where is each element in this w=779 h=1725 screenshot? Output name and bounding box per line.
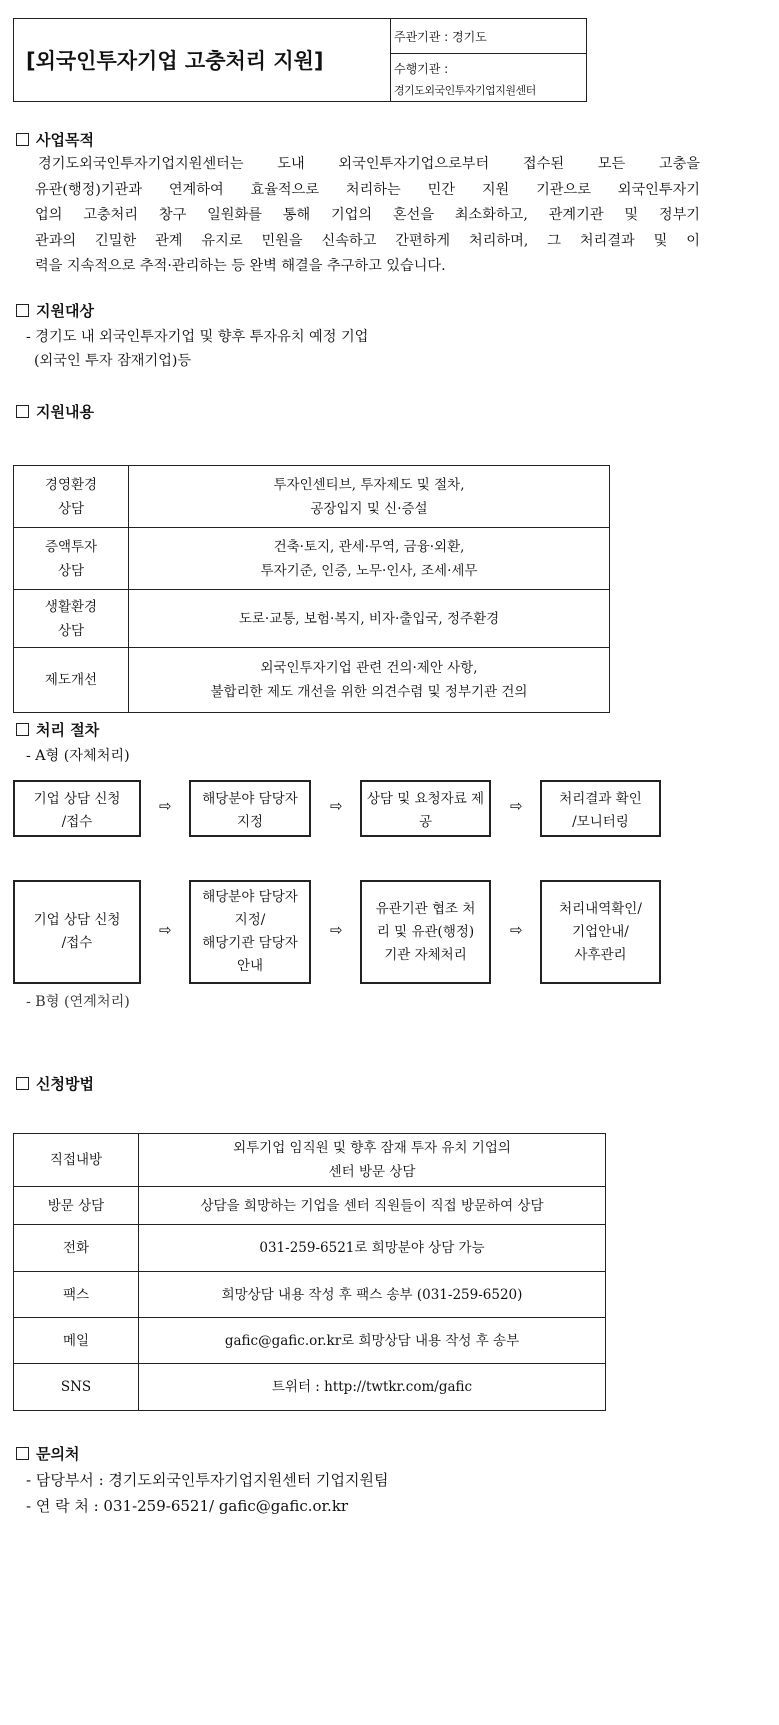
table-cell-desc: 희망상담 내용 작성 후 팩스 송부 (031-259-6520) xyxy=(139,1272,606,1318)
flow-b-step-2: 해당분야 담당자 지정/ 해당기관 담당자 안내 xyxy=(189,880,311,984)
procedure-heading-text: 처리 절차 xyxy=(36,721,100,739)
table-cell-desc: 건축·토지, 관세·무역, 금융·외환, 투자기준, 인증, 노무·인사, 조세·세무 xyxy=(129,528,610,590)
purpose-line: 유관(행정)기관과 연계하여 효율적으로 처리하는 민간 지원 기관으로 외국인투자기 xyxy=(35,181,700,198)
contact-department: - 담당부서 : 경기도외국인투자기업지원센터 기업지원팀 xyxy=(26,1471,389,1489)
table-cell-desc: 투자인센티브, 투자제도 및 절차, 공장입지 및 신·증설 xyxy=(129,466,610,528)
support-content-table xyxy=(13,465,610,713)
checkbox-square-icon xyxy=(16,133,29,146)
checkbox-square-icon xyxy=(16,1077,29,1090)
flow-a-step-3: 상담 및 요청자료 제 공 xyxy=(360,780,491,837)
header-box xyxy=(13,18,587,102)
section-heading-content xyxy=(16,401,94,422)
flow-b-step-4: 처리내역확인/ 기업안내/ 사후관리 xyxy=(540,880,661,984)
right-arrow-icon: ⇨ xyxy=(159,797,172,815)
right-arrow-icon: ⇨ xyxy=(330,797,343,815)
table-row xyxy=(14,528,610,590)
title-cell xyxy=(14,19,391,101)
contact-heading-text: 문의처 xyxy=(36,1445,80,1463)
right-arrow-icon: ⇨ xyxy=(159,921,172,939)
checkbox-square-icon xyxy=(16,405,29,418)
flow-a-step-4: 처리결과 확인 /모니터링 xyxy=(540,780,661,837)
purpose-heading-text: 사업목적 xyxy=(36,131,94,149)
table-cell-label: 증액투자 상담 xyxy=(14,528,129,590)
table-cell-desc: 외국인투자기업 관련 건의·제안 사항, 불합리한 제도 개선을 위한 의견수렴 및 정부기관 건의 xyxy=(129,648,610,713)
flow-b-step-3: 유관기관 협조 처 리 및 유관(행정) 기관 자체처리 xyxy=(360,880,491,984)
table-cell-label: 제도개선 xyxy=(14,648,129,713)
table-row xyxy=(14,1134,606,1187)
table-cell-label: 생활환경 상담 xyxy=(14,590,129,648)
table-cell-desc: 도로·교통, 보험·복지, 비자·출입국, 정주환경 xyxy=(129,590,610,648)
table-row xyxy=(14,1225,606,1272)
section-heading-contact xyxy=(16,1443,79,1464)
purpose-line: 업의 고충처리 창구 일원화를 통해 기업의 혼선을 최소화하고, 관계기관 및 정부기 xyxy=(35,207,700,223)
content-heading-text: 지원내용 xyxy=(36,403,94,421)
type-a-label: - A형 (자체처리) xyxy=(26,748,130,764)
contact-phone-email: - 연 락 처 : 031-259-6521/ gafic@gafic.or.kr xyxy=(26,1497,349,1515)
table-row xyxy=(14,590,610,648)
table-cell-desc: 상담을 희망하는 기업을 센터 직원들이 직접 방문하여 상담 xyxy=(139,1187,606,1225)
table-cell-label: 전화 xyxy=(14,1225,139,1272)
executor-name: 경기도외국인투자기업지원센터 xyxy=(394,84,536,97)
table-cell-desc: 트위터 : http://twtkr.com/gafic xyxy=(139,1364,606,1411)
table-cell-label: 직접내방 xyxy=(14,1134,139,1187)
checkbox-square-icon xyxy=(16,723,29,736)
table-cell-desc: gafic@gafic.or.kr로 희망상담 내용 작성 후 송부 xyxy=(139,1318,606,1364)
table-cell-label: 팩스 xyxy=(14,1272,139,1318)
flow-a-step-1: 기업 상담 신청 /접수 xyxy=(13,780,141,837)
flow-a-step-2: 해당분야 담당자 지정 xyxy=(189,780,311,837)
target-line-2: (외국인 투자 잠재기업)등 xyxy=(34,353,192,369)
organizer-cell xyxy=(390,19,586,54)
page-title: [외국인투자기업 고충처리 지원] xyxy=(26,49,324,73)
table-row xyxy=(14,466,610,528)
purpose-line: 관과의 긴밀한 관계 유지로 민원을 신속하고 간편하게 처리하며, 그 처리결과 및 이 xyxy=(35,232,700,249)
right-arrow-icon: ⇨ xyxy=(510,921,523,939)
target-line-1: - 경기도 내 외국인투자기업 및 향후 투자유치 예정 기업 xyxy=(26,329,369,345)
table-row xyxy=(14,1318,606,1364)
section-heading-apply xyxy=(16,1073,94,1094)
right-arrow-icon: ⇨ xyxy=(330,921,343,939)
checkbox-square-icon xyxy=(16,304,29,317)
executor-label: 수행기관 : xyxy=(394,62,449,76)
table-row xyxy=(14,1187,606,1225)
section-heading-procedure xyxy=(16,719,99,740)
table-row xyxy=(14,1272,606,1318)
table-cell-label: 방문 상담 xyxy=(14,1187,139,1225)
right-arrow-icon: ⇨ xyxy=(510,797,523,815)
apply-heading-text: 신청방법 xyxy=(36,1075,94,1093)
section-heading-target xyxy=(16,300,94,321)
table-row xyxy=(14,1364,606,1411)
target-heading-text: 지원대상 xyxy=(36,302,94,320)
section-heading-purpose xyxy=(16,129,94,150)
table-cell-label: 메일 xyxy=(14,1318,139,1364)
organizer-text: 주관기관 : 경기도 xyxy=(394,30,487,44)
purpose-line: 경기도외국인투자기업지원센터는 도내 외국인투자기업으로부터 접수된 모든 고충을 xyxy=(38,156,700,172)
flow-b-step-1: 기업 상담 신청 /접수 xyxy=(13,880,141,984)
checkbox-square-icon xyxy=(16,1447,29,1460)
table-row xyxy=(14,648,610,713)
purpose-line: 력을 지속적으로 추적·관리하는 등 완벽 해결을 추구하고 있습니다. xyxy=(35,258,446,274)
table-cell-label: 경영환경 상담 xyxy=(14,466,129,528)
purpose-paragraph xyxy=(35,152,700,280)
table-cell-desc: 031-259-6521로 희망분야 상담 가능 xyxy=(139,1225,606,1272)
table-cell-desc: 외투기업 임직원 및 향후 잠재 투자 유치 기업의 센터 방문 상담 xyxy=(139,1134,606,1187)
table-cell-label: SNS xyxy=(14,1364,139,1411)
apply-method-table xyxy=(13,1133,606,1411)
type-b-label: - B형 (연계처리) xyxy=(26,994,130,1010)
